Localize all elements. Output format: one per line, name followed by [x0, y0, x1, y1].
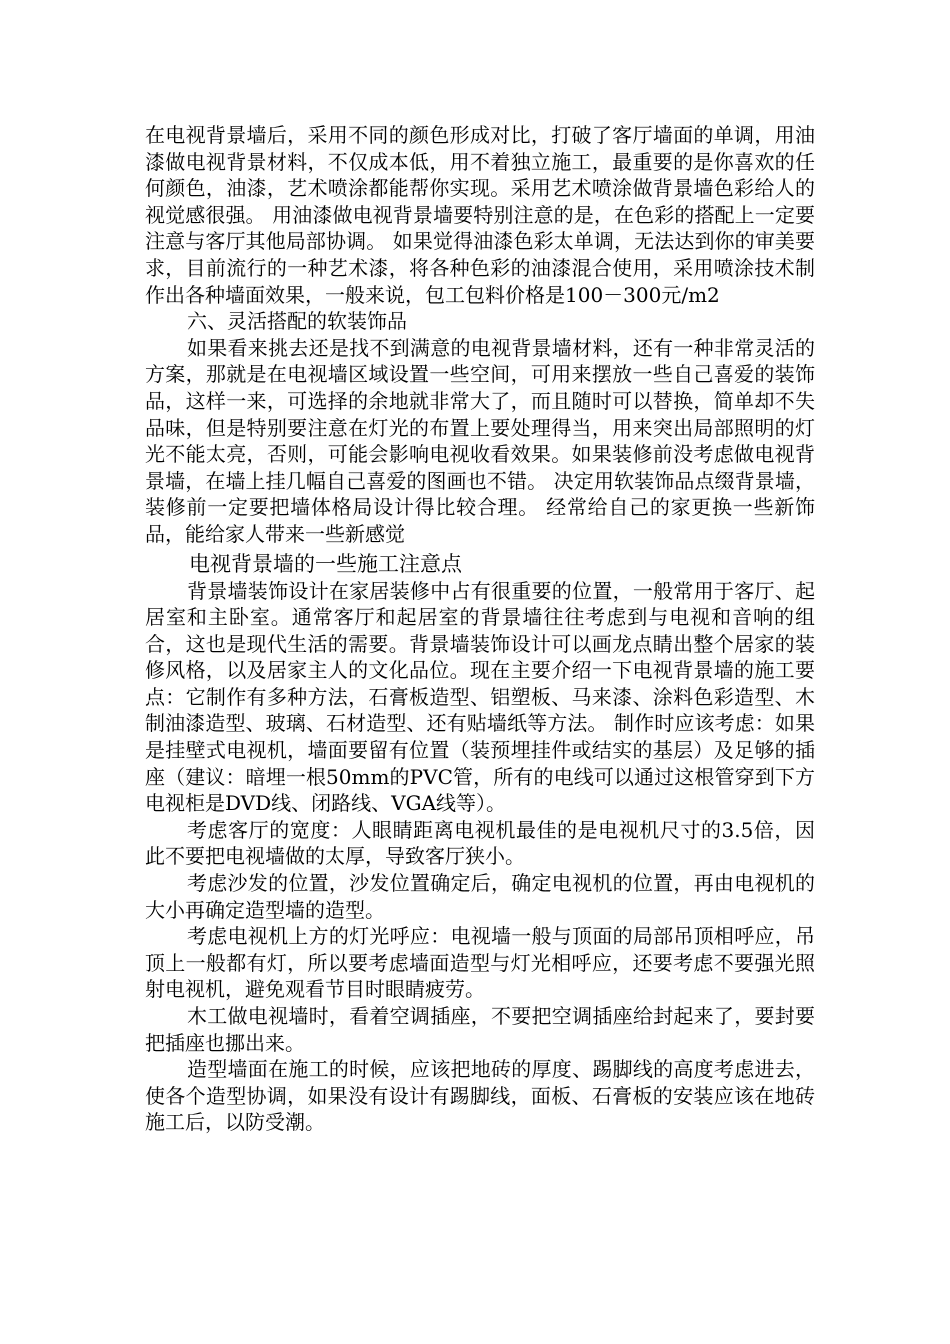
- paragraph-living-room-width: 考虑客厅的宽度：人眼睛距离电视机最佳的是电视机尺寸的3.5倍，因此不要把电视墙做的太厚，导致客厅狭小。: [145, 817, 815, 869]
- paragraph-lighting: 考虑电视机上方的灯光呼应：电视墙一般与顶面的局部吊顶相呼应，吊顶上一般都有灯，所以要考虑墙面造型与灯光相呼应，还要考虑不要强光照射电视机，避免观看节目时眼睛疲劳。: [145, 924, 815, 1002]
- paragraph-floor-tiles: 造型墙面在施工的时候，应该把地砖的厚度、踢脚线的高度考虑进去，使各个造型协调，如果没有设计有踢脚线，面板、石膏板的安装应该在地砖施工后，以防受潮。: [145, 1057, 815, 1135]
- paragraph-soft-decorations: 如果看来挑去还是找不到满意的电视背景墙材料，还有一种非常灵活的方案，那就是在电视墙区域设置一些空间，可用来摆放一些自己喜爱的装饰品，这样一来，可选择的余地就非常大了，而且随时可以替换，简单却不失品味，但是特别要注意在灯光的布置上要处理得当，用来突出局部照明的灯光不能太亮，否则，可能会影响电视收看效果。如果装修前没考虑做电视背景墙，在墙上挂几幅自己喜爱的图画也不错。 决定用软装饰品点缀背景墙，装修前一定要把墙体格局设计得比较合理。 经常给自己的家更换一些新饰品，能给家人带来一些新感觉: [145, 335, 815, 546]
- section-6-title: 六、灵活搭配的软装饰品: [187, 309, 407, 334]
- paragraph-sofa-position: 考虑沙发的位置，沙发位置确定后，确定电视机的位置，再由电视机的大小再确定造型墙的造型。: [145, 871, 815, 922]
- paragraph-construction-overview: 背景墙装饰设计在家居装修中占有很重要的位置，一般常用于客厅、起居室和主卧室。通常客厅和起居室的背景墙往往考虑到与电视和音响的组合，这也是现代生活的需要。背景墙装饰设计可以画龙点睛出整个居家的装修风格，以及居家主人的文化品位。现在主要介绍一下电视背景墙的施工要点：它制作有多种方法，石膏板造型、铝塑板、马来漆、涂料色彩造型、木制油漆造型、玻璃、石材造型、还有贴墙纸等方法。 制作时应该考虑：如果是挂壁式电视机，墙面要留有位置（装预埋挂件或结实的基层）及足够的插座（建议：暗埋一根50mm的PVC管，所有的电线可以通过这根管穿到下方电视柜是DVD线、闭路线、VGA线等）。: [145, 578, 815, 816]
- paragraph-ac-socket: 木工做电视墙时，看着空调插座，不要把空调插座给封起来了，要封要把插座也挪出来。: [145, 1004, 815, 1055]
- section-heading: 电视背景墙的一些施工注意点: [189, 551, 462, 576]
- document-body: [145, 122, 815, 1136]
- paragraph-paint-background: 在电视背景墙后，采用不同的颜色形成对比，打破了客厅墙面的单调，用油漆做电视背景材料，不仅成本低，用不着独立施工，最重要的是你喜欢的任何颜色，油漆，艺术喷涂都能帮你实现。采用艺术喷涂做背景墙色彩给人的视觉感很强。 用油漆做电视背景墙要特别注意的是，在色彩的搭配上一定要注意与客厅其他局部协调。 如果觉得油漆色彩太单调，无法达到你的审美要求，目前流行的一种艺术漆，将各种色彩的油漆混合使用，采用喷涂技术制作出各种墙面效果，一般来说，包工包料价格是100－300元/m2: [145, 123, 815, 307]
